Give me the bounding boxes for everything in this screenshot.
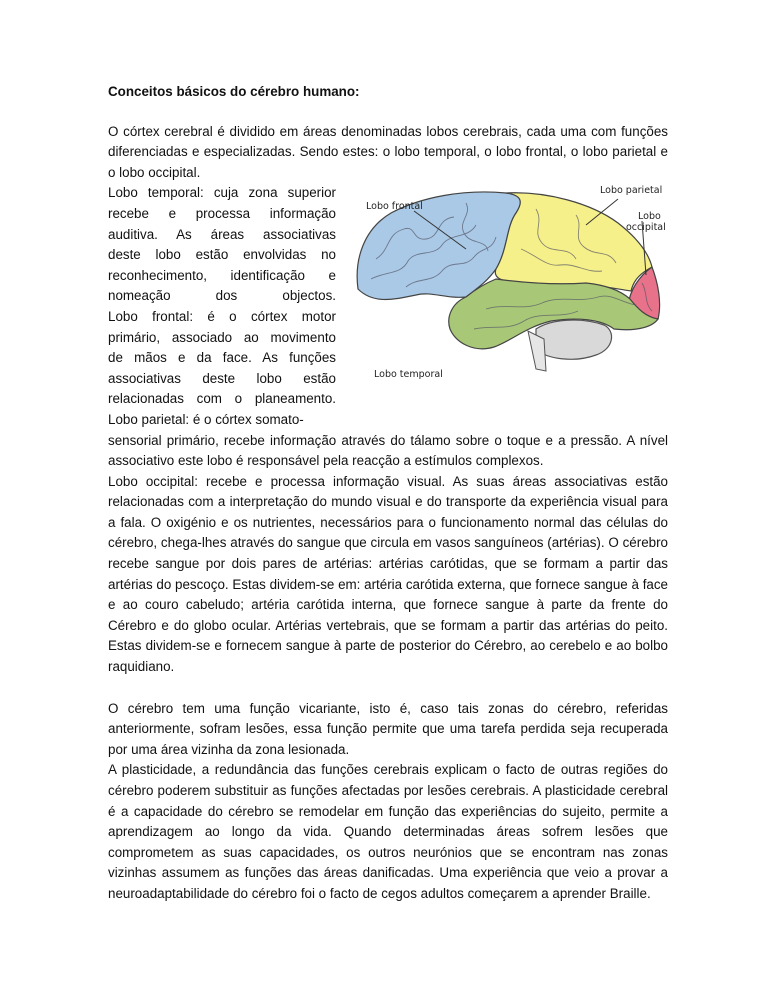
occipital-paragraph: Lobo occipital: recebe e processa informação visual. As suas áreas associativas estão relacionadas com a interpretação do mundo visual e do transporte da experiência visual para a fala. O oxigénio e os nutrientes, necessários para o funcionamento normal das células do cérebro, chega-lhes através do sangue que circula em vasos sanguíneos (artérias). O cérebro recebe sangue por dois pares de artérias: artérias carótidas, que se formam a partir das artérias do pescoço. Estas dividem-se em: artéria carótida externa, que fornece sangue à face e ao couro cabeludo; artéria carótida interna, que fornece sangue à parte da frente do Cérebro e do globo ocular. Artérias vertebrais, que se formam a partir das artérias do peito. Estas dividem-se e fornecem sangue à parte de posterior do Cérebro, ao cerebelo e ao bolbo raquidiano. [108, 473, 668, 675]
cerebellum-region [536, 320, 612, 359]
wrapped-line: deste lobo estão envolvidas no [108, 247, 336, 263]
parietal-paragraph: sensorial primário, recebe informação através do tálamo sobre o toque e a pressão. A nível associativo este lobo é responsável pela reacção a estímulos complexos. [108, 432, 668, 469]
label-lobo-frontal: Lobo frontal [366, 201, 423, 213]
wrapped-line: associativas deste lobo estão [108, 370, 336, 386]
wrapped-line: auditiva. As áreas associativas [108, 226, 336, 242]
wrapped-line: Lobo parietal: é o córtex somato- [108, 411, 304, 427]
document-title: Conceitos básicos do cérebro humano: [108, 84, 360, 99]
parietal-lobe-region [495, 193, 652, 291]
wrapped-line: Lobo temporal: cuja zona superior [108, 185, 336, 201]
intro-paragraph: O córtex cerebral é dividido em áreas denominadas lobos cerebrais, cada uma com funções diferenciadas e especializadas. Sendo estes: o lobo temporal, o lobo frontal, o lobo parietal e o lobo occipital. [108, 123, 668, 180]
label-lobo-parietal: Lobo parietal [600, 185, 663, 197]
document-page [108, 82, 668, 905]
label-lobo-temporal: Lobo temporal [374, 369, 443, 381]
wrapped-line: reconhecimento, identificação e [108, 267, 336, 283]
vicariante-paragraph: O cérebro tem uma função vicariante, isto é, caso tais zonas do cérebro, referidas anteriormente, sofram lesões, essa função permite que uma tarefa perdida seja recuperada por uma área vizinha da zona lesionada. [108, 700, 668, 757]
wrapped-line: recebe e processa informação [108, 205, 336, 221]
wrapped-line: Lobo frontal: é o córtex motor [108, 308, 336, 324]
plasticidade-paragraph: A plasticidade, a redundância das funções cerebrais explicam o facto de outras regiões do cérebro poderem substituir as funções afectadas por lesões cerebrais. A plasticidade cerebral é a capacidade do cérebro se remodelar em função das experiências do sujeito, permite a aprendizagem ao longo da vida. Quando determinadas áreas sofrem lesões que comprometem as suas capacidades, os outros neurónios que se encontram nas zonas vizinhas assumem as funções das áreas danificadas. Uma experiência que veio a provar a neuroadaptabilidade do cérebro foi o facto de cegos adultos começarem a aprender Braille. [108, 762, 668, 901]
wrapped-line: de mãos e da face. As funções [108, 350, 336, 366]
brain-diagram-svg [346, 179, 668, 383]
wrapped-line: nomeação dos objectos. [108, 288, 336, 304]
wrapped-line: primário, associado ao movimento [108, 329, 336, 345]
brain-diagram [346, 179, 668, 383]
lobes-section [108, 183, 668, 430]
label-lobo-occipital-2: occipital [626, 222, 666, 234]
wrapped-line: relacionadas com o planeamento. [108, 391, 336, 407]
label-lobo-occipital-1: Lobo [638, 211, 661, 223]
